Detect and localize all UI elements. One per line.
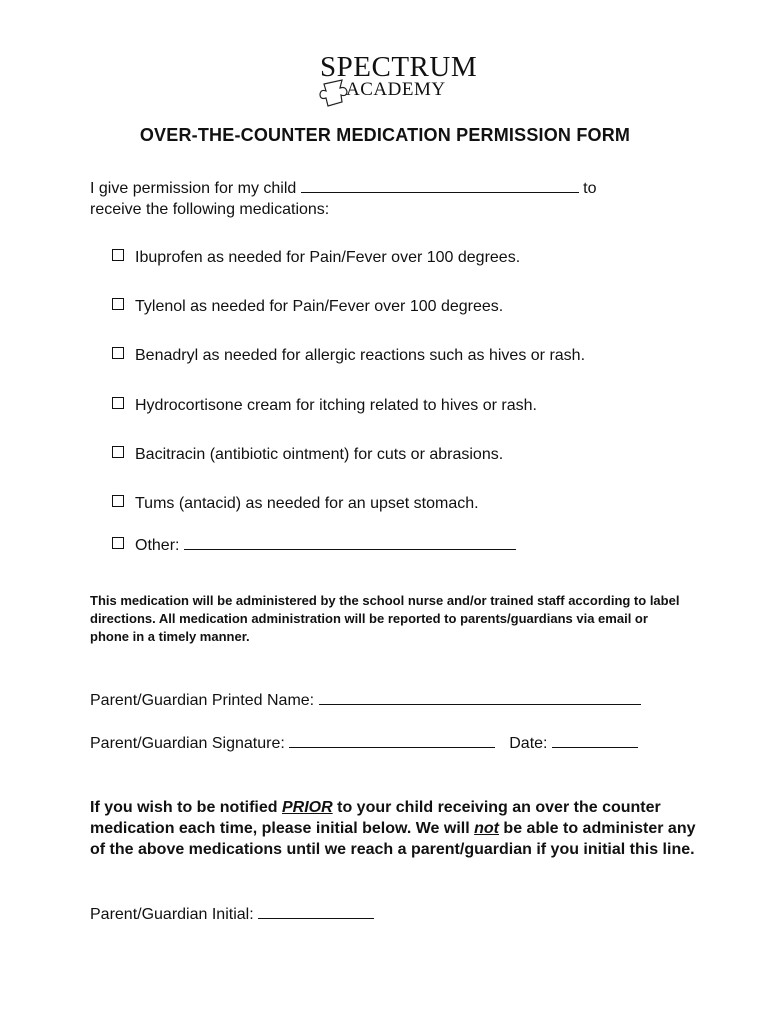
- intro-text-before: I give permission for my child: [90, 180, 301, 197]
- checkbox[interactable]: [112, 446, 124, 458]
- printed-name-label: Parent/Guardian Printed Name:: [90, 692, 319, 709]
- medication-option[interactable]: [112, 396, 537, 416]
- checkbox[interactable]: [112, 249, 124, 261]
- administration-notice: This medication will be administered by the school nurse and/or trained staff according to label directions. All medication administration will be reported to parents/guardians via email or phone in a timely manner.: [90, 593, 680, 644]
- signature-field[interactable]: [289, 733, 495, 748]
- child-name-field[interactable]: [301, 178, 579, 193]
- form-title: OVER-THE-COUNTER MEDICATION PERMISSION FORM: [139, 125, 631, 145]
- date-label: Date:: [509, 735, 552, 752]
- prior-emphasis: PRIOR: [282, 799, 333, 816]
- prior-text-2: to your child receiving an over the counter medication each time, please initial below. We will: [90, 799, 661, 837]
- checkbox[interactable]: [112, 495, 124, 507]
- spectrum-academy-logo: [312, 50, 478, 114]
- prior-text-1: If you wish to be notified: [90, 799, 282, 816]
- medication-option-label: Hydrocortisone cream for itching related to hives or rash.: [135, 397, 537, 414]
- initial-label: Parent/Guardian Initial:: [90, 906, 259, 923]
- not-emphasis: not: [474, 820, 499, 837]
- checkbox[interactable]: [112, 298, 124, 310]
- medication-option[interactable]: [112, 346, 585, 366]
- printed-name-row: [90, 690, 641, 711]
- logo-text-academy: ACADEMY: [346, 79, 446, 100]
- medication-option-label: Tylenol as needed for Pain/Fever over 100 degrees.: [135, 298, 504, 315]
- prior-notification-instructions: [90, 797, 710, 860]
- logo-text-spectrum: SPECTRUM: [320, 51, 478, 83]
- checkbox[interactable]: [112, 397, 124, 409]
- prior-text-3: be able to administer any of the above medications until we reach a parent/guardian if you initial this line.: [90, 820, 696, 858]
- other-label: Other:: [135, 537, 184, 554]
- medication-option-label: Ibuprofen as needed for Pain/Fever over 100 degrees.: [135, 249, 521, 266]
- initial-field[interactable]: [258, 904, 374, 919]
- intro-text-line2: receive the following medications:: [90, 201, 330, 218]
- medication-option[interactable]: [112, 494, 479, 514]
- other-medication-field[interactable]: [184, 535, 516, 550]
- medication-option-label: Benadryl as needed for allergic reactions such as hives or rash.: [135, 347, 586, 364]
- checkbox[interactable]: [112, 537, 124, 549]
- intro-text-after: to: [578, 180, 597, 197]
- date-field[interactable]: [552, 733, 638, 748]
- checkbox[interactable]: [112, 347, 124, 359]
- initial-row: [90, 904, 374, 925]
- signature-row: [90, 733, 638, 754]
- medication-option[interactable]: [112, 248, 520, 268]
- permission-statement: [90, 178, 650, 220]
- medication-option-other[interactable]: [112, 535, 516, 556]
- medication-option[interactable]: [112, 445, 503, 465]
- medication-option-label: Bacitracin (antibiotic ointment) for cuts or abrasions.: [135, 446, 504, 463]
- medication-option[interactable]: [112, 297, 503, 317]
- medication-option-label: Tums (antacid) as needed for an upset stomach.: [135, 495, 479, 512]
- printed-name-field[interactable]: [319, 690, 641, 705]
- signature-label: Parent/Guardian Signature:: [90, 735, 290, 752]
